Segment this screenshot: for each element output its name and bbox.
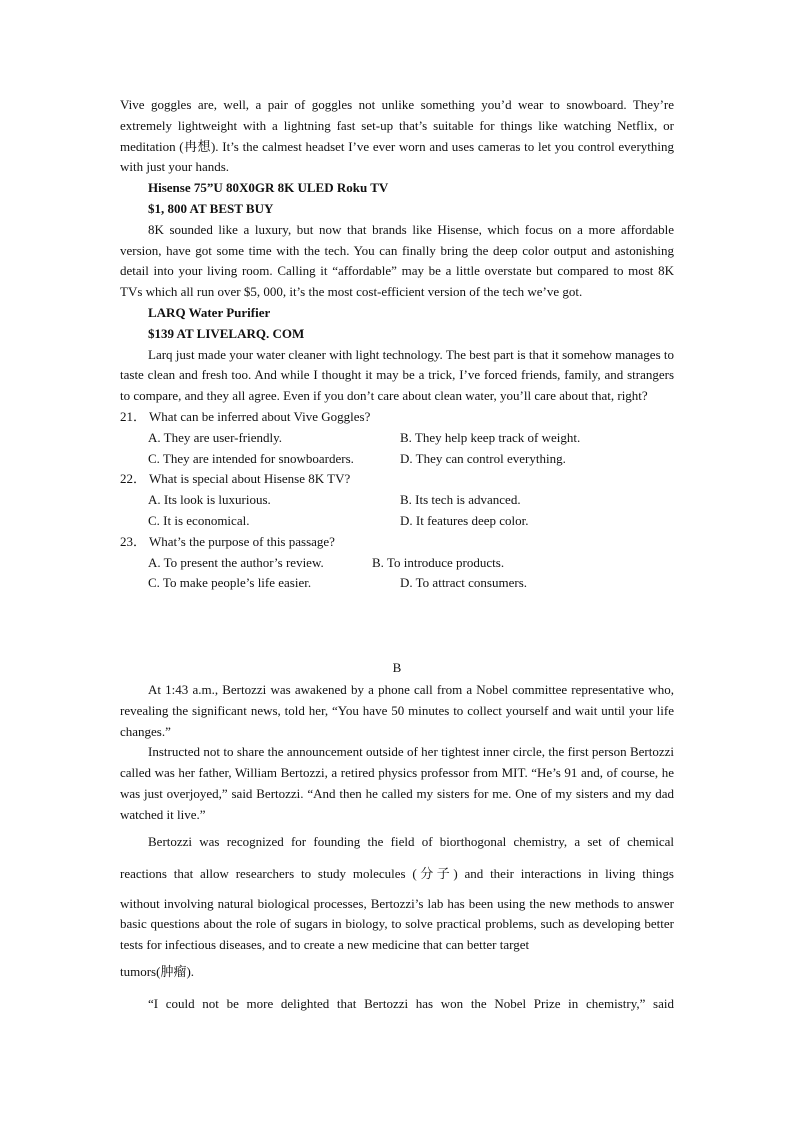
option-22b: B. Its tech is advanced. (400, 492, 521, 508)
option-21a: A. They are user-friendly. (148, 429, 283, 445)
bertozzi-paragraph-3-line-2: reactions that allow researchers to study molecules (分子) and their interactions in living things (120, 865, 674, 881)
vive-paragraph: Vive goggles are, well, a pair of goggles not unlike something you’d wear to snowboard. They’re extremely lightweight with a lightning fast set-up that’s suitable for things like watching Netflix, or meditation (冉想). It’s the calmest headset I’ve ever worn and uses cameras to let you control everything with just your hands. (120, 97, 674, 175)
question-23-options-row2 (120, 573, 674, 594)
section-b-label: B (392, 660, 402, 675)
option-23c: C. To make people’s life easier. (148, 575, 312, 591)
larq-paragraph: Larq just made your water cleaner with light technology. The best part is that it somehow manages to taste clean and fresh too. And while I thought it may be a trick, I’ve forced friends, family, and strangers to compare, and they all agree. Even if you don’t care about clean water, you’ll care about that, right? (120, 346, 674, 404)
option-23b: B. To introduce products. (372, 554, 505, 570)
hisense-paragraph: 8K sounded like a luxury, but now that brands like Hisense, which focus on a more affordable version, have got some time with the tech. You can finally bring the deep color output and astonishing detail into your living room. Calling it “affordable” may be a little overstate but compared to most 8K TVs which all run over $5, 000, it’s the most cost-efficient version of the tech we’ve got. (120, 221, 674, 300)
bertozzi-paragraph-3-body: without involving natural biological processes, Bertozzi’s lab has been using the new methods to answer basic questions about the role of sugars in biology, to solve practical problems, such as developing better tests for infectious diseases, and to create a new medicine that can better target (120, 895, 674, 953)
option-22d: D. It features deep color. (400, 512, 529, 528)
bertozzi-paragraph-3-end: tumors(肿瘤). (120, 963, 195, 979)
hisense-price: $1, 800 AT BEST BUY (148, 200, 274, 216)
bertozzi-paragraph-3-line-1: Bertozzi was recognized for founding the field of biorthogonal chemistry, a set of chemical (148, 833, 674, 849)
larq-price: $139 AT LIVELARQ. COM (148, 325, 305, 341)
option-23a: A. To present the author’s review. (148, 554, 324, 570)
option-21d: D. They can control everything. (400, 450, 566, 466)
section-b (120, 658, 674, 1020)
question-23-options-row1 (120, 553, 674, 574)
bertozzi-paragraph-2: Instructed not to share the announcement outside of her tightest inner circle, the first person Bertozzi called was her father, William Bertozzi, a retired physics professor from MIT. “He’s 91 and, of course, he was just overjoyed,” said Bertozzi. “And then he called my sisters for me. One of my sisters and my dad watched it live.” (120, 744, 674, 822)
section-a (120, 95, 674, 594)
option-22c: C. It is economical. (148, 512, 250, 528)
bertozzi-paragraph-1: At 1:43 a.m., Bertozzi was awakened by a phone call from a Nobel committee representative who, revealing the significant news, told her, “You have 50 minutes to collect yourself and wait until your life changes.” (120, 682, 674, 739)
question-22: 22． What is special about Hisense 8K TV? (120, 471, 351, 487)
option-21c: C. They are intended for snowboarders. (148, 450, 354, 466)
question-21-options (120, 428, 674, 470)
bertozzi-paragraph-4: “I could not be more delighted that Bertozzi has won the Nobel Prize in chemistry,” said (148, 995, 674, 1011)
option-23d: D. To attract consumers. (400, 575, 528, 591)
option-21b: B. They help keep track of weight. (400, 429, 581, 445)
option-22a: A. Its look is luxurious. (148, 492, 271, 508)
hisense-heading: Hisense 75”U 80X0GR 8K ULED Roku TV (148, 180, 389, 196)
question-22-options (120, 490, 674, 532)
question-21: 21． What can be inferred about Vive Goggles? (120, 408, 371, 424)
larq-heading: LARQ Water Purifier (148, 304, 271, 320)
question-23: 23． What’s the purpose of this passage? (120, 533, 335, 549)
